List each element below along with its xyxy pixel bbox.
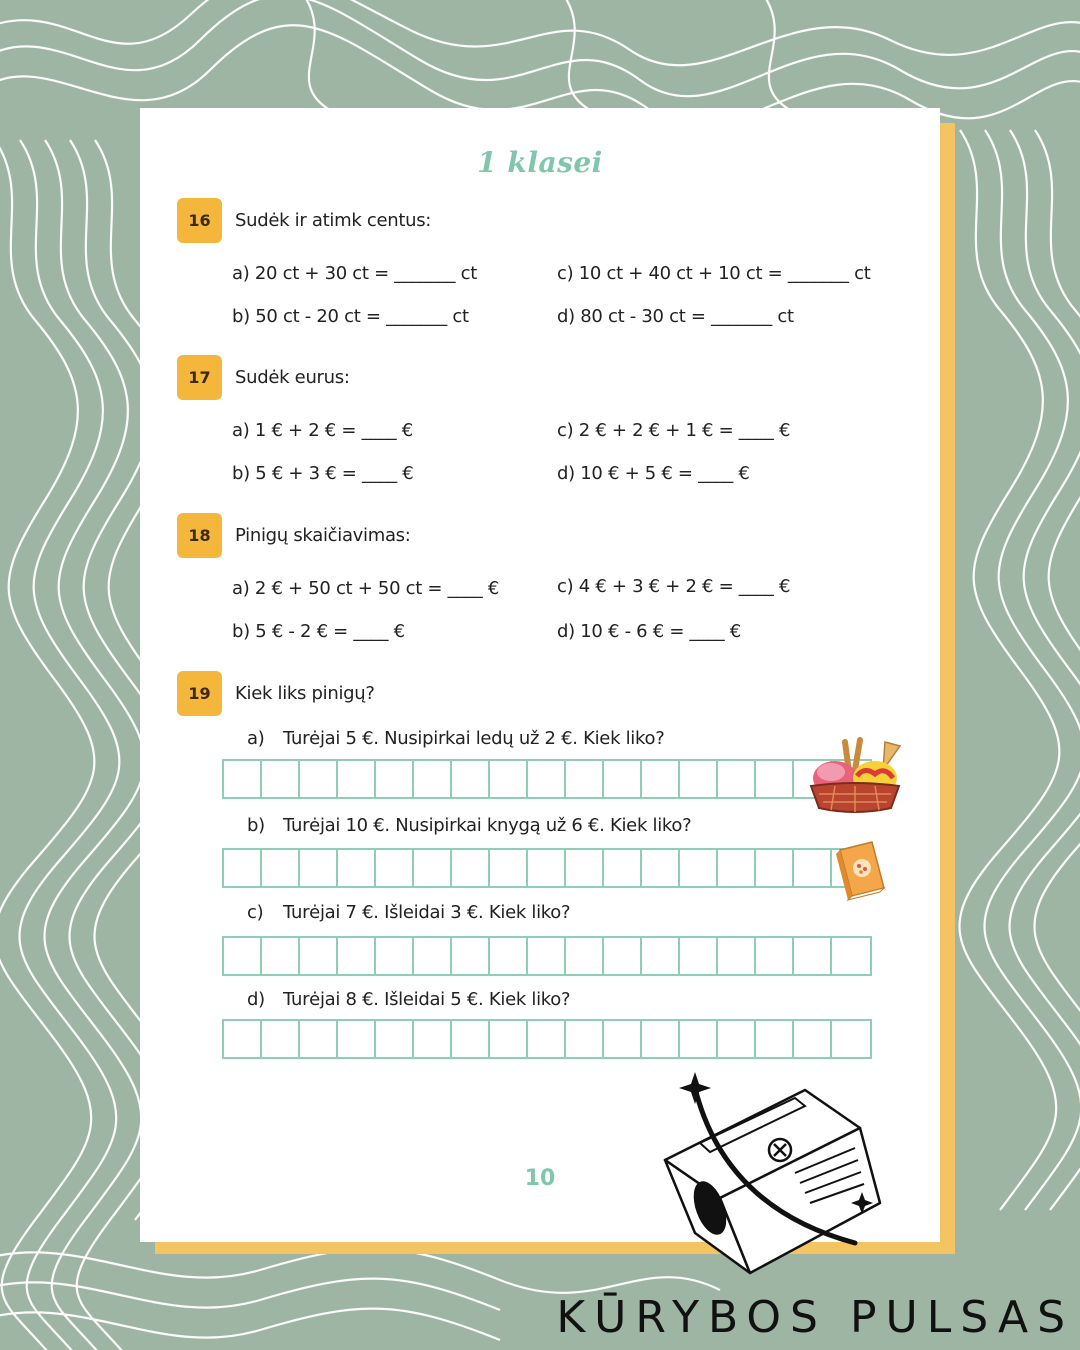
answer-cell[interactable] xyxy=(262,938,300,974)
equation: c) 4 € + 3 € + 2 € = ____ € xyxy=(557,576,791,597)
answer-cell[interactable] xyxy=(604,938,642,974)
equation: a) 1 € + 2 € = ____ € xyxy=(232,420,413,441)
answer-cell[interactable] xyxy=(642,850,680,886)
answer-cell[interactable] xyxy=(300,761,338,797)
answer-cell[interactable] xyxy=(718,761,756,797)
task-number-badge: 17 xyxy=(177,355,222,400)
answer-cell[interactable] xyxy=(338,1021,376,1057)
answer-cell[interactable] xyxy=(604,850,642,886)
answer-cell[interactable] xyxy=(262,761,300,797)
equation: b) 50 ct - 20 ct = _______ ct xyxy=(232,306,469,327)
answer-cell[interactable] xyxy=(338,850,376,886)
task-number-badge: 16 xyxy=(177,198,222,243)
task-title: Sudėk eurus: xyxy=(235,367,350,388)
equation: c) 10 ct + 40 ct + 10 ct = _______ ct xyxy=(557,263,871,284)
task-number-badge: 18 xyxy=(177,513,222,558)
answer-cell[interactable] xyxy=(224,761,262,797)
answer-cell[interactable] xyxy=(794,850,832,886)
task-title: Pinigų skaičiavimas: xyxy=(235,525,411,546)
task-title: Kiek liks pinigų? xyxy=(235,683,375,704)
answer-cell[interactable] xyxy=(224,1021,262,1057)
answer-cell[interactable] xyxy=(680,938,718,974)
answer-cell[interactable] xyxy=(338,938,376,974)
equation: a) 2 € + 50 ct + 50 ct = ____ € xyxy=(232,578,500,599)
answer-cell[interactable] xyxy=(452,1021,490,1057)
answer-cell[interactable] xyxy=(452,850,490,886)
answer-cell[interactable] xyxy=(224,938,262,974)
equation: b) 5 € - 2 € = ____ € xyxy=(232,621,405,642)
pencil-sharpener-icon xyxy=(655,1068,885,1288)
question-text: Turėjai 10 €. Nusipirkai knygą už 6 €. Kiek liko? xyxy=(283,815,692,836)
answer-cell[interactable] xyxy=(414,1021,452,1057)
page-title: 1 klasei xyxy=(477,146,603,179)
answer-cell[interactable] xyxy=(376,761,414,797)
question-text: Turėjai 5 €. Nusipirkai ledų už 2 €. Kiek liko? xyxy=(283,728,665,749)
answer-cell[interactable] xyxy=(832,938,870,974)
answer-cell[interactable] xyxy=(300,938,338,974)
question-text: Turėjai 8 €. Išleidai 5 €. Kiek liko? xyxy=(283,989,571,1010)
word-problem xyxy=(247,989,570,1010)
answer-grid[interactable] xyxy=(222,936,872,976)
answer-cell[interactable] xyxy=(718,938,756,974)
answer-cell[interactable] xyxy=(566,850,604,886)
answer-cell[interactable] xyxy=(604,1021,642,1057)
equation: c) 2 € + 2 € + 1 € = ____ € xyxy=(557,420,791,441)
equation: d) 10 € + 5 € = ____ € xyxy=(557,463,750,484)
answer-cell[interactable] xyxy=(756,1021,794,1057)
equation: d) 10 € - 6 € = ____ € xyxy=(557,621,741,642)
answer-cell[interactable] xyxy=(832,1021,870,1057)
answer-cell[interactable] xyxy=(300,1021,338,1057)
answer-cell[interactable] xyxy=(642,938,680,974)
answer-cell[interactable] xyxy=(376,1021,414,1057)
equation: a) 20 ct + 30 ct = _______ ct xyxy=(232,263,477,284)
answer-cell[interactable] xyxy=(414,938,452,974)
brand-logo-text: KŪRYBOS PULSAS xyxy=(556,1292,1074,1343)
answer-cell[interactable] xyxy=(680,761,718,797)
answer-cell[interactable] xyxy=(528,761,566,797)
question-text: Turėjai 7 €. Išleidai 3 €. Kiek liko? xyxy=(283,902,571,923)
answer-cell[interactable] xyxy=(566,761,604,797)
word-problem xyxy=(247,728,664,749)
task-number-badge: 19 xyxy=(177,671,222,716)
word-problem xyxy=(247,902,570,923)
answer-cell[interactable] xyxy=(680,850,718,886)
question-letter: b) xyxy=(247,815,265,836)
answer-cell[interactable] xyxy=(376,850,414,886)
answer-cell[interactable] xyxy=(262,1021,300,1057)
answer-cell[interactable] xyxy=(490,938,528,974)
answer-cell[interactable] xyxy=(490,761,528,797)
word-problem xyxy=(247,815,691,836)
answer-cell[interactable] xyxy=(642,761,680,797)
question-letter: d) xyxy=(247,989,265,1010)
answer-cell[interactable] xyxy=(224,850,262,886)
answer-cell[interactable] xyxy=(528,1021,566,1057)
question-letter: c) xyxy=(247,902,264,923)
answer-cell[interactable] xyxy=(680,1021,718,1057)
equation: b) 5 € + 3 € = ____ € xyxy=(232,463,414,484)
answer-cell[interactable] xyxy=(300,850,338,886)
answer-cell[interactable] xyxy=(756,938,794,974)
answer-cell[interactable] xyxy=(794,938,832,974)
book-icon xyxy=(830,838,890,904)
answer-cell[interactable] xyxy=(566,938,604,974)
answer-cell[interactable] xyxy=(262,850,300,886)
answer-cell[interactable] xyxy=(566,1021,604,1057)
answer-grid[interactable] xyxy=(222,848,872,888)
answer-grid[interactable] xyxy=(222,759,872,799)
answer-cell[interactable] xyxy=(718,1021,756,1057)
answer-cell[interactable] xyxy=(338,761,376,797)
question-letter: a) xyxy=(247,728,265,749)
answer-cell[interactable] xyxy=(490,850,528,886)
answer-cell[interactable] xyxy=(604,761,642,797)
answer-cell[interactable] xyxy=(794,1021,832,1057)
equation: d) 80 ct - 30 ct = _______ ct xyxy=(557,306,794,327)
answer-cell[interactable] xyxy=(528,850,566,886)
answer-grid[interactable] xyxy=(222,1019,872,1059)
answer-cell[interactable] xyxy=(376,938,414,974)
answer-cell[interactable] xyxy=(414,850,452,886)
answer-cell[interactable] xyxy=(490,1021,528,1057)
answer-cell[interactable] xyxy=(756,850,794,886)
answer-cell[interactable] xyxy=(452,938,490,974)
answer-cell[interactable] xyxy=(642,1021,680,1057)
answer-cell[interactable] xyxy=(414,761,452,797)
ice-cream-icon xyxy=(805,736,905,818)
task-title: Sudėk ir atimk centus: xyxy=(235,210,432,231)
answer-cell[interactable] xyxy=(756,761,794,797)
answer-cell[interactable] xyxy=(452,761,490,797)
answer-cell[interactable] xyxy=(718,850,756,886)
answer-cell[interactable] xyxy=(528,938,566,974)
page-number: 10 xyxy=(524,1166,556,1191)
